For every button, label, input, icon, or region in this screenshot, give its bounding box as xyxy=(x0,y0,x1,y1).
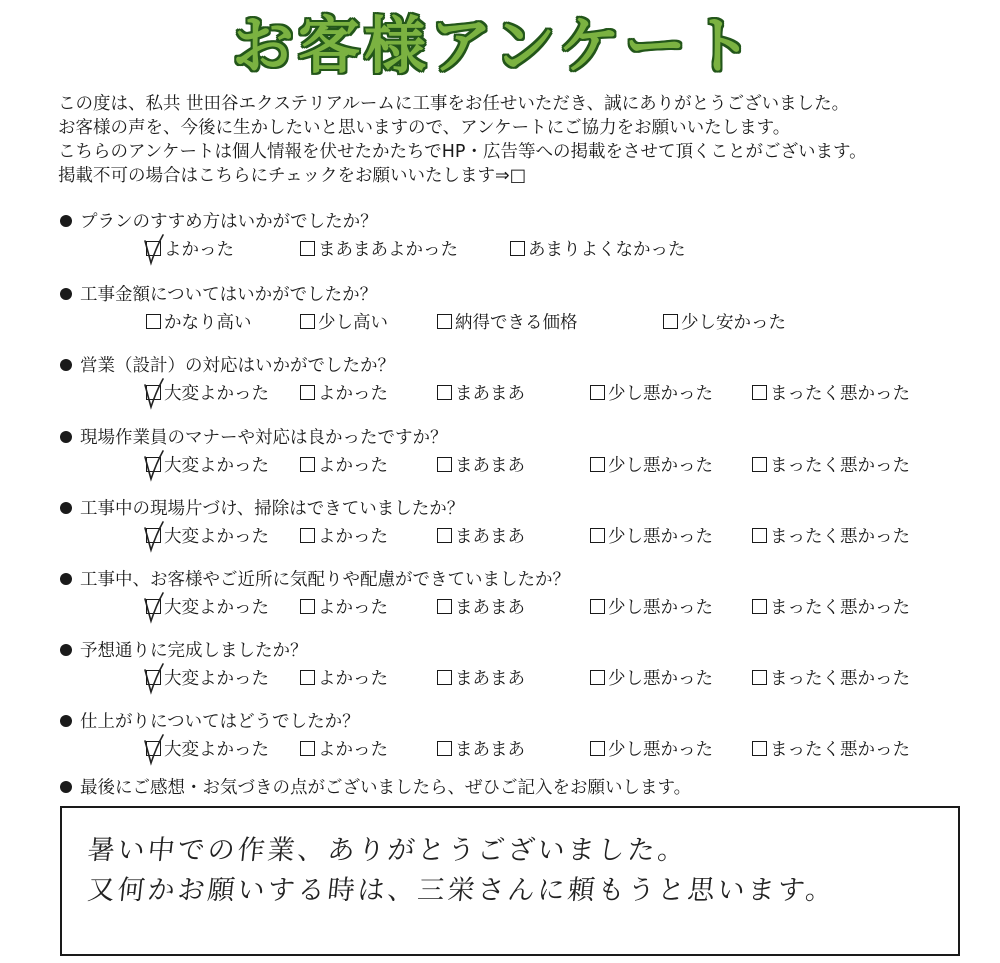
question-text xyxy=(60,497,980,521)
option-label: 大変よかった xyxy=(164,669,269,689)
survey-option[interactable] xyxy=(437,738,525,762)
survey-option[interactable] xyxy=(752,738,910,762)
checkbox[interactable] xyxy=(663,314,678,329)
survey-option[interactable] xyxy=(510,238,686,262)
survey-option[interactable] xyxy=(146,454,269,478)
survey-option[interactable] xyxy=(590,596,713,620)
checkbox[interactable] xyxy=(300,528,315,543)
survey-option[interactable] xyxy=(146,311,252,335)
handwritten-comment-line: 又何かお願いする時は、三栄さんに頼もうと思います。 xyxy=(86,875,838,906)
option-label: よかった xyxy=(318,598,388,618)
option-label: まったく悪かった xyxy=(770,740,910,760)
option-label: 少し悪かった xyxy=(608,598,713,618)
survey-question xyxy=(60,210,980,274)
checkbox[interactable] xyxy=(437,670,452,685)
checkbox[interactable] xyxy=(590,599,605,614)
option-label: まあまあ xyxy=(455,456,525,476)
checkbox[interactable] xyxy=(146,314,161,329)
intro-line: 掲載不可の場合はこちらにチェックをお願いいたします⇒□ xyxy=(58,166,527,186)
checkbox[interactable] xyxy=(590,741,605,756)
survey-option[interactable] xyxy=(752,382,910,406)
option-row xyxy=(60,307,980,347)
checkbox[interactable] xyxy=(300,457,315,472)
checkbox[interactable] xyxy=(590,670,605,685)
survey-option[interactable] xyxy=(590,525,713,549)
survey-option[interactable] xyxy=(752,454,910,478)
checkbox[interactable] xyxy=(300,670,315,685)
option-label: まあまあよかった xyxy=(318,240,458,260)
checkbox[interactable] xyxy=(752,741,767,756)
option-label: まあまあ xyxy=(455,598,525,618)
option-row xyxy=(60,378,980,418)
survey-option[interactable] xyxy=(300,596,388,620)
survey-option[interactable] xyxy=(146,382,269,406)
survey-option[interactable] xyxy=(590,738,713,762)
question-label: 予想通りに完成しましたか？ xyxy=(80,641,308,661)
handwritten-check-icon xyxy=(142,519,166,555)
survey-option[interactable] xyxy=(752,667,910,691)
option-label: 大変よかった xyxy=(164,598,269,618)
bullet-icon xyxy=(60,502,72,514)
question-text xyxy=(60,354,980,378)
handwritten-check-icon xyxy=(142,590,166,626)
bullet-icon xyxy=(60,431,72,443)
checkbox[interactable] xyxy=(300,241,315,256)
bullet-icon xyxy=(60,288,72,300)
handwritten-check-icon xyxy=(142,448,166,484)
survey-option[interactable] xyxy=(590,667,713,691)
handwritten-comment-line: 暑い中での作業、ありがとうございました。 xyxy=(86,835,690,866)
checkbox[interactable] xyxy=(437,314,452,329)
survey-option[interactable] xyxy=(590,382,713,406)
checkbox[interactable] xyxy=(300,599,315,614)
option-label: よかった xyxy=(164,240,234,260)
question-label: 工事金額についてはいかがでしたか？ xyxy=(80,285,378,305)
option-row xyxy=(60,521,980,561)
survey-option[interactable] xyxy=(300,667,388,691)
checkbox[interactable] xyxy=(752,528,767,543)
option-label: まったく悪かった xyxy=(770,527,910,547)
checkbox[interactable] xyxy=(300,385,315,400)
handwritten-check-icon xyxy=(142,732,166,768)
survey-option[interactable] xyxy=(437,454,525,478)
handwritten-check-icon xyxy=(142,661,166,697)
option-label: 大変よかった xyxy=(164,740,269,760)
question-label: 仕上がりについてはどうでしたか？ xyxy=(80,712,360,732)
option-row xyxy=(60,592,980,632)
option-label: まあまあ xyxy=(455,669,525,689)
option-label: まったく悪かった xyxy=(770,598,910,618)
comment-prompt-text: 最後にご感想・お気づきの点がございましたら、ぜひご記入をお願いします。 xyxy=(80,778,692,798)
question-label: 現場作業員のマナーや対応は良かったですか？ xyxy=(80,428,448,448)
survey-question xyxy=(60,426,980,490)
option-label: よかった xyxy=(318,384,388,404)
option-label: かなり高い xyxy=(164,313,252,333)
option-label: まったく悪かった xyxy=(770,384,910,404)
survey-option[interactable] xyxy=(663,311,786,335)
option-label: 少し悪かった xyxy=(608,384,713,404)
survey-option[interactable] xyxy=(437,667,525,691)
survey-option[interactable] xyxy=(146,596,269,620)
bullet-icon xyxy=(60,644,72,656)
option-row xyxy=(60,663,980,703)
question-label: 営業（設計）の対応はいかがでしたか？ xyxy=(80,356,395,376)
bullet-icon xyxy=(60,573,72,585)
option-label: 大変よかった xyxy=(164,456,269,476)
intro-line: この度は、私共 世田谷エクステリアルームに工事をお任せいただき、誠にありがとうございました。 xyxy=(58,94,850,114)
survey-option[interactable] xyxy=(300,738,388,762)
bullet-icon xyxy=(60,359,72,371)
bullet-icon xyxy=(60,715,72,727)
option-label: よかった xyxy=(318,456,388,476)
survey-option[interactable] xyxy=(752,596,910,620)
option-label: まったく悪かった xyxy=(770,456,910,476)
handwritten-check-icon xyxy=(142,376,166,412)
survey-option[interactable] xyxy=(590,454,713,478)
question-text xyxy=(60,210,980,234)
survey-option[interactable] xyxy=(437,596,525,620)
survey-option[interactable] xyxy=(300,382,388,406)
handwritten-check-icon xyxy=(142,232,166,268)
option-label: まあまあ xyxy=(455,527,525,547)
survey-question xyxy=(60,497,980,561)
survey-option[interactable] xyxy=(752,525,910,549)
bullet-icon xyxy=(60,215,72,227)
checkbox[interactable] xyxy=(752,670,767,685)
option-label: よかった xyxy=(318,527,388,547)
survey-question xyxy=(60,283,980,347)
option-row xyxy=(60,450,980,490)
survey-option[interactable] xyxy=(437,525,525,549)
option-label: 少し悪かった xyxy=(608,740,713,760)
checkbox[interactable] xyxy=(300,741,315,756)
option-row xyxy=(60,734,980,774)
checkbox[interactable] xyxy=(437,528,452,543)
survey-option[interactable] xyxy=(146,667,269,691)
checkbox[interactable] xyxy=(300,314,315,329)
survey-option[interactable] xyxy=(300,525,388,549)
survey-option[interactable] xyxy=(146,738,269,762)
checkbox[interactable] xyxy=(510,241,525,256)
question-label: 工事中の現場片づけ、掃除はできていましたか？ xyxy=(80,499,465,519)
question-text xyxy=(60,568,980,592)
survey-option[interactable] xyxy=(146,525,269,549)
option-label: まったく悪かった xyxy=(770,669,910,689)
survey-option[interactable] xyxy=(146,238,234,262)
question-text xyxy=(60,710,980,734)
option-label: あまりよくなかった xyxy=(528,240,686,260)
survey-question xyxy=(60,568,980,632)
option-label: よかった xyxy=(318,740,388,760)
option-label: 少し悪かった xyxy=(608,669,713,689)
checkbox[interactable] xyxy=(437,457,452,472)
comment-prompt xyxy=(60,776,691,800)
comment-box[interactable] xyxy=(60,806,960,956)
option-label: 少し高い xyxy=(318,313,388,333)
option-label: よかった xyxy=(318,669,388,689)
checkbox[interactable] xyxy=(752,599,767,614)
option-label: 少し安かった xyxy=(681,313,786,333)
question-text xyxy=(60,283,980,307)
option-label: 少し悪かった xyxy=(608,456,713,476)
survey-option[interactable] xyxy=(437,311,578,335)
option-label: 納得できる価格 xyxy=(455,313,578,333)
survey-option[interactable] xyxy=(300,454,388,478)
survey-question xyxy=(60,639,980,703)
question-label: 工事中、お客様やご近所に気配りや配慮ができていましたか？ xyxy=(80,570,570,590)
checkbox[interactable] xyxy=(752,457,767,472)
checkbox[interactable] xyxy=(437,741,452,756)
survey-option[interactable] xyxy=(437,382,525,406)
question-label: プランのすすめ方はいかがでしたか？ xyxy=(80,212,378,232)
survey-question xyxy=(60,710,980,774)
option-label: まあまあ xyxy=(455,384,525,404)
bullet-icon xyxy=(60,781,72,793)
question-text xyxy=(60,639,980,663)
option-row xyxy=(60,234,980,274)
checkbox[interactable] xyxy=(590,528,605,543)
intro-line: こちらのアンケートは個人情報を伏せたかたちでHP・広告等への掲載をさせて頂くことがございます。 xyxy=(58,142,867,162)
checkbox[interactable] xyxy=(752,385,767,400)
checkbox[interactable] xyxy=(437,385,452,400)
option-label: まあまあ xyxy=(455,740,525,760)
checkbox[interactable] xyxy=(437,599,452,614)
checkbox[interactable] xyxy=(590,457,605,472)
checkbox[interactable] xyxy=(590,385,605,400)
survey-question xyxy=(60,354,980,418)
option-label: 大変よかった xyxy=(164,384,269,404)
question-text xyxy=(60,426,980,450)
option-label: 大変よかった xyxy=(164,527,269,547)
intro-line: お客様の声を、今後に生かしたいと思いますので、アンケートにご協力をお願いいたします。 xyxy=(58,118,791,138)
survey-option[interactable] xyxy=(300,311,388,335)
survey-option[interactable] xyxy=(300,238,458,262)
option-label: 少し悪かった xyxy=(608,527,713,547)
page-title: お客様アンケート xyxy=(232,9,757,82)
intro-text xyxy=(58,92,978,188)
